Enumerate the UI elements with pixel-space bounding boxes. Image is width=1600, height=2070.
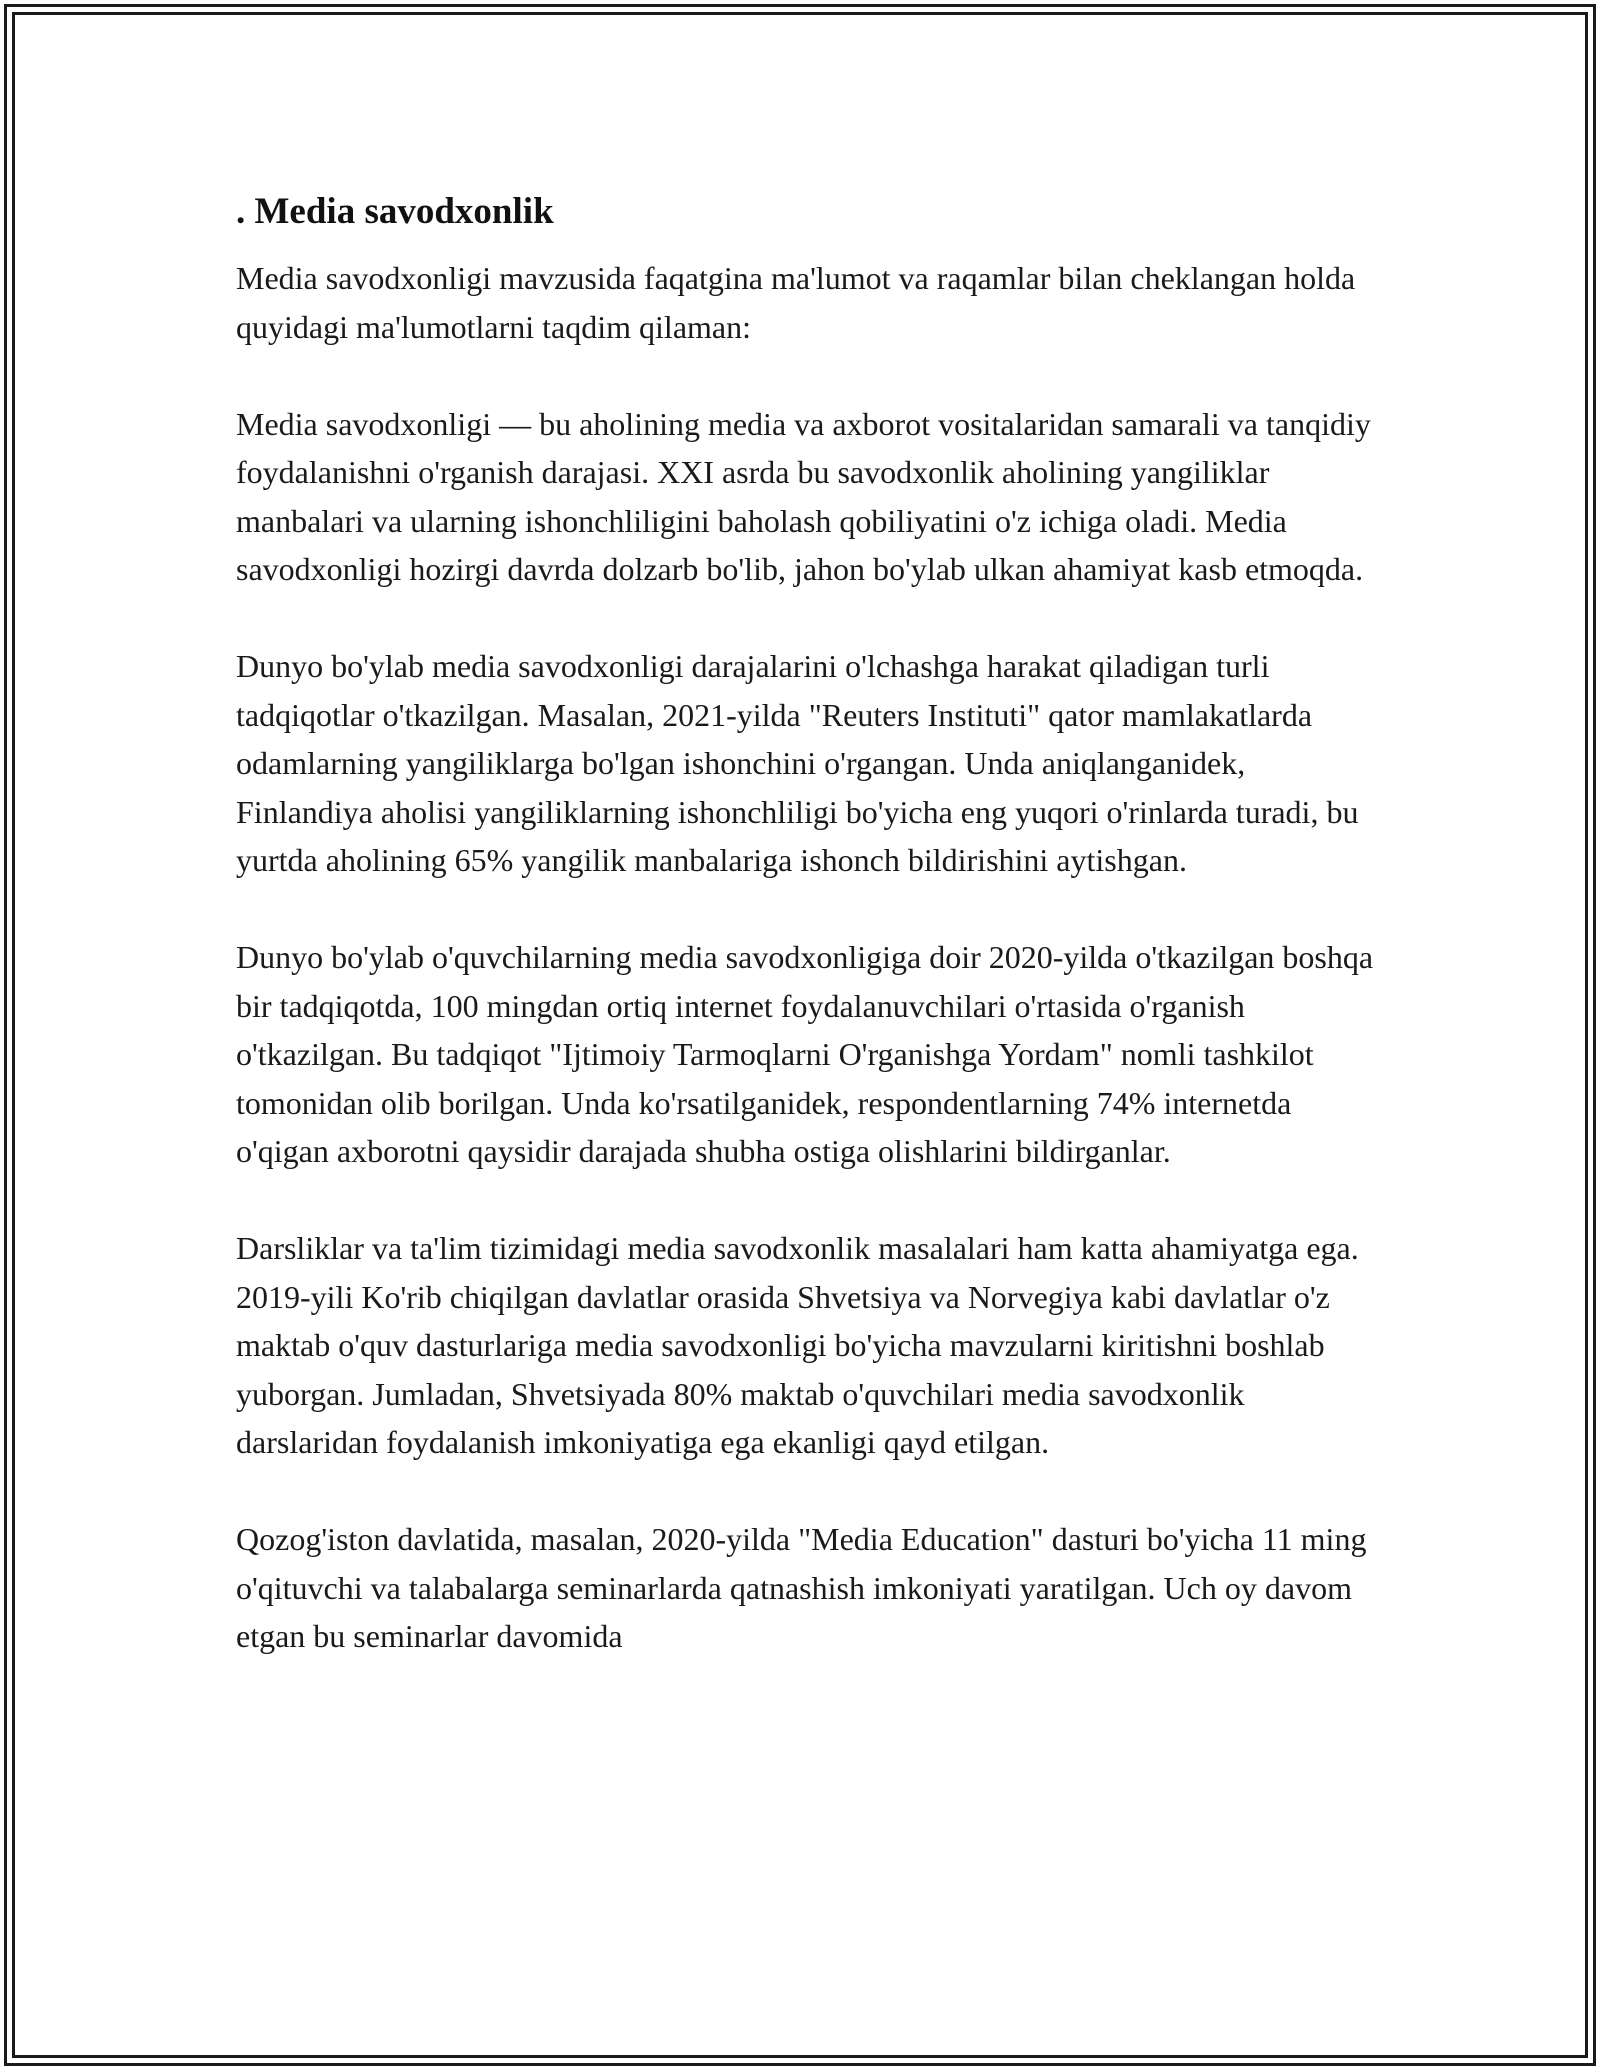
paragraph-reuters-study: Dunyo bo'ylab media savodxonligi darajalarini o'lchashga harakat qiladigan turli tadqiqotlar o'tkazilgan. Masalan, 2021-yilda "Reuters Instituti" qator mamlakatlarda odamlarning yangiliklarga bo'lgan ishonchini o'rgangan. Unda aniqlanganidek, Finlandiya aholisi yangiliklarning ishonchliligi bo'yicha eng yuqori o'rinlarda turadi, bu yurtda aholining 65% yangilik manbalariga ishonch bildirishini aytishgan. — [236, 648, 1359, 878]
paragraph-definition: Media savodxonligi — bu aholining media va axborot vositalaridan samarali va tanqidiy foydalanishni o'rganish darajasi. XXI asrda bu savodxonlik aholining yangiliklar manbalari va ularning ishonchliligini baholash qobiliyatini o'z ichiga oladi. Media savodxonligi hozirgi davrda dolzarb bo'lib, jahon bo'ylab ulkan ahamiyat kasb etmoqda. — [236, 405, 1371, 587]
paragraph-internet-study: Dunyo bo'ylab o'quvchilarning media savodxonligiga doir 2020-yilda o'tkazilgan boshqa bir tadqiqotda, 100 mingdan ortiq internet foydalanuvchilari o'rtasida o'rganish o'tkazilgan. Bu tadqiqot "Ijtimoiy Tarmoqlarni O'rganishga Yordam" nomli tashkilot tomonidan olib borilgan. Unda ko'rsatilganidek, respondentlarning 74% internetda o'qigan axborotni qaysidir darajada shubha ostiga olishlarini bildirganlar. — [236, 939, 1374, 1169]
document-heading: . Media savodxonlik — [236, 191, 554, 232]
paragraph-kazakhstan: Qozog'iston davlatida, masalan, 2020-yilda "Media Education" dasturi bo'yicha 11 ming o'qituvchi va talabalarga seminarlarda qatnashish imkoniyati yaratilgan. Uch oy davom etgan bu seminarlar davomida — [236, 1521, 1367, 1654]
document-body — [236, 186, 1386, 1709]
paragraph-intro: Media savodxonligi mavzusida faqatgina ma'lumot va raqamlar bilan cheklangan holda quyidagi ma'lumotlarni taqdim qilaman: — [236, 260, 1356, 345]
paragraph-education: Darsliklar va ta'lim tizimidagi media savodxonlik masalalari ham katta ahamiyatga ega. 2019-yili Ko'rib chiqilgan davlatlar orasida Shvetsiya va Norvegiya kabi davlatlar o'z maktab o'quv dasturlariga media savodxonligi bo'yicha mavzularni kiritishni boshlab yuborgan. Jumladan, Shvetsiyada 80% maktab o'quvchilari media savodxonlik darslaridan foydalanish imkoniyatiga ega ekanligi qayd etilgan. — [236, 1230, 1359, 1460]
